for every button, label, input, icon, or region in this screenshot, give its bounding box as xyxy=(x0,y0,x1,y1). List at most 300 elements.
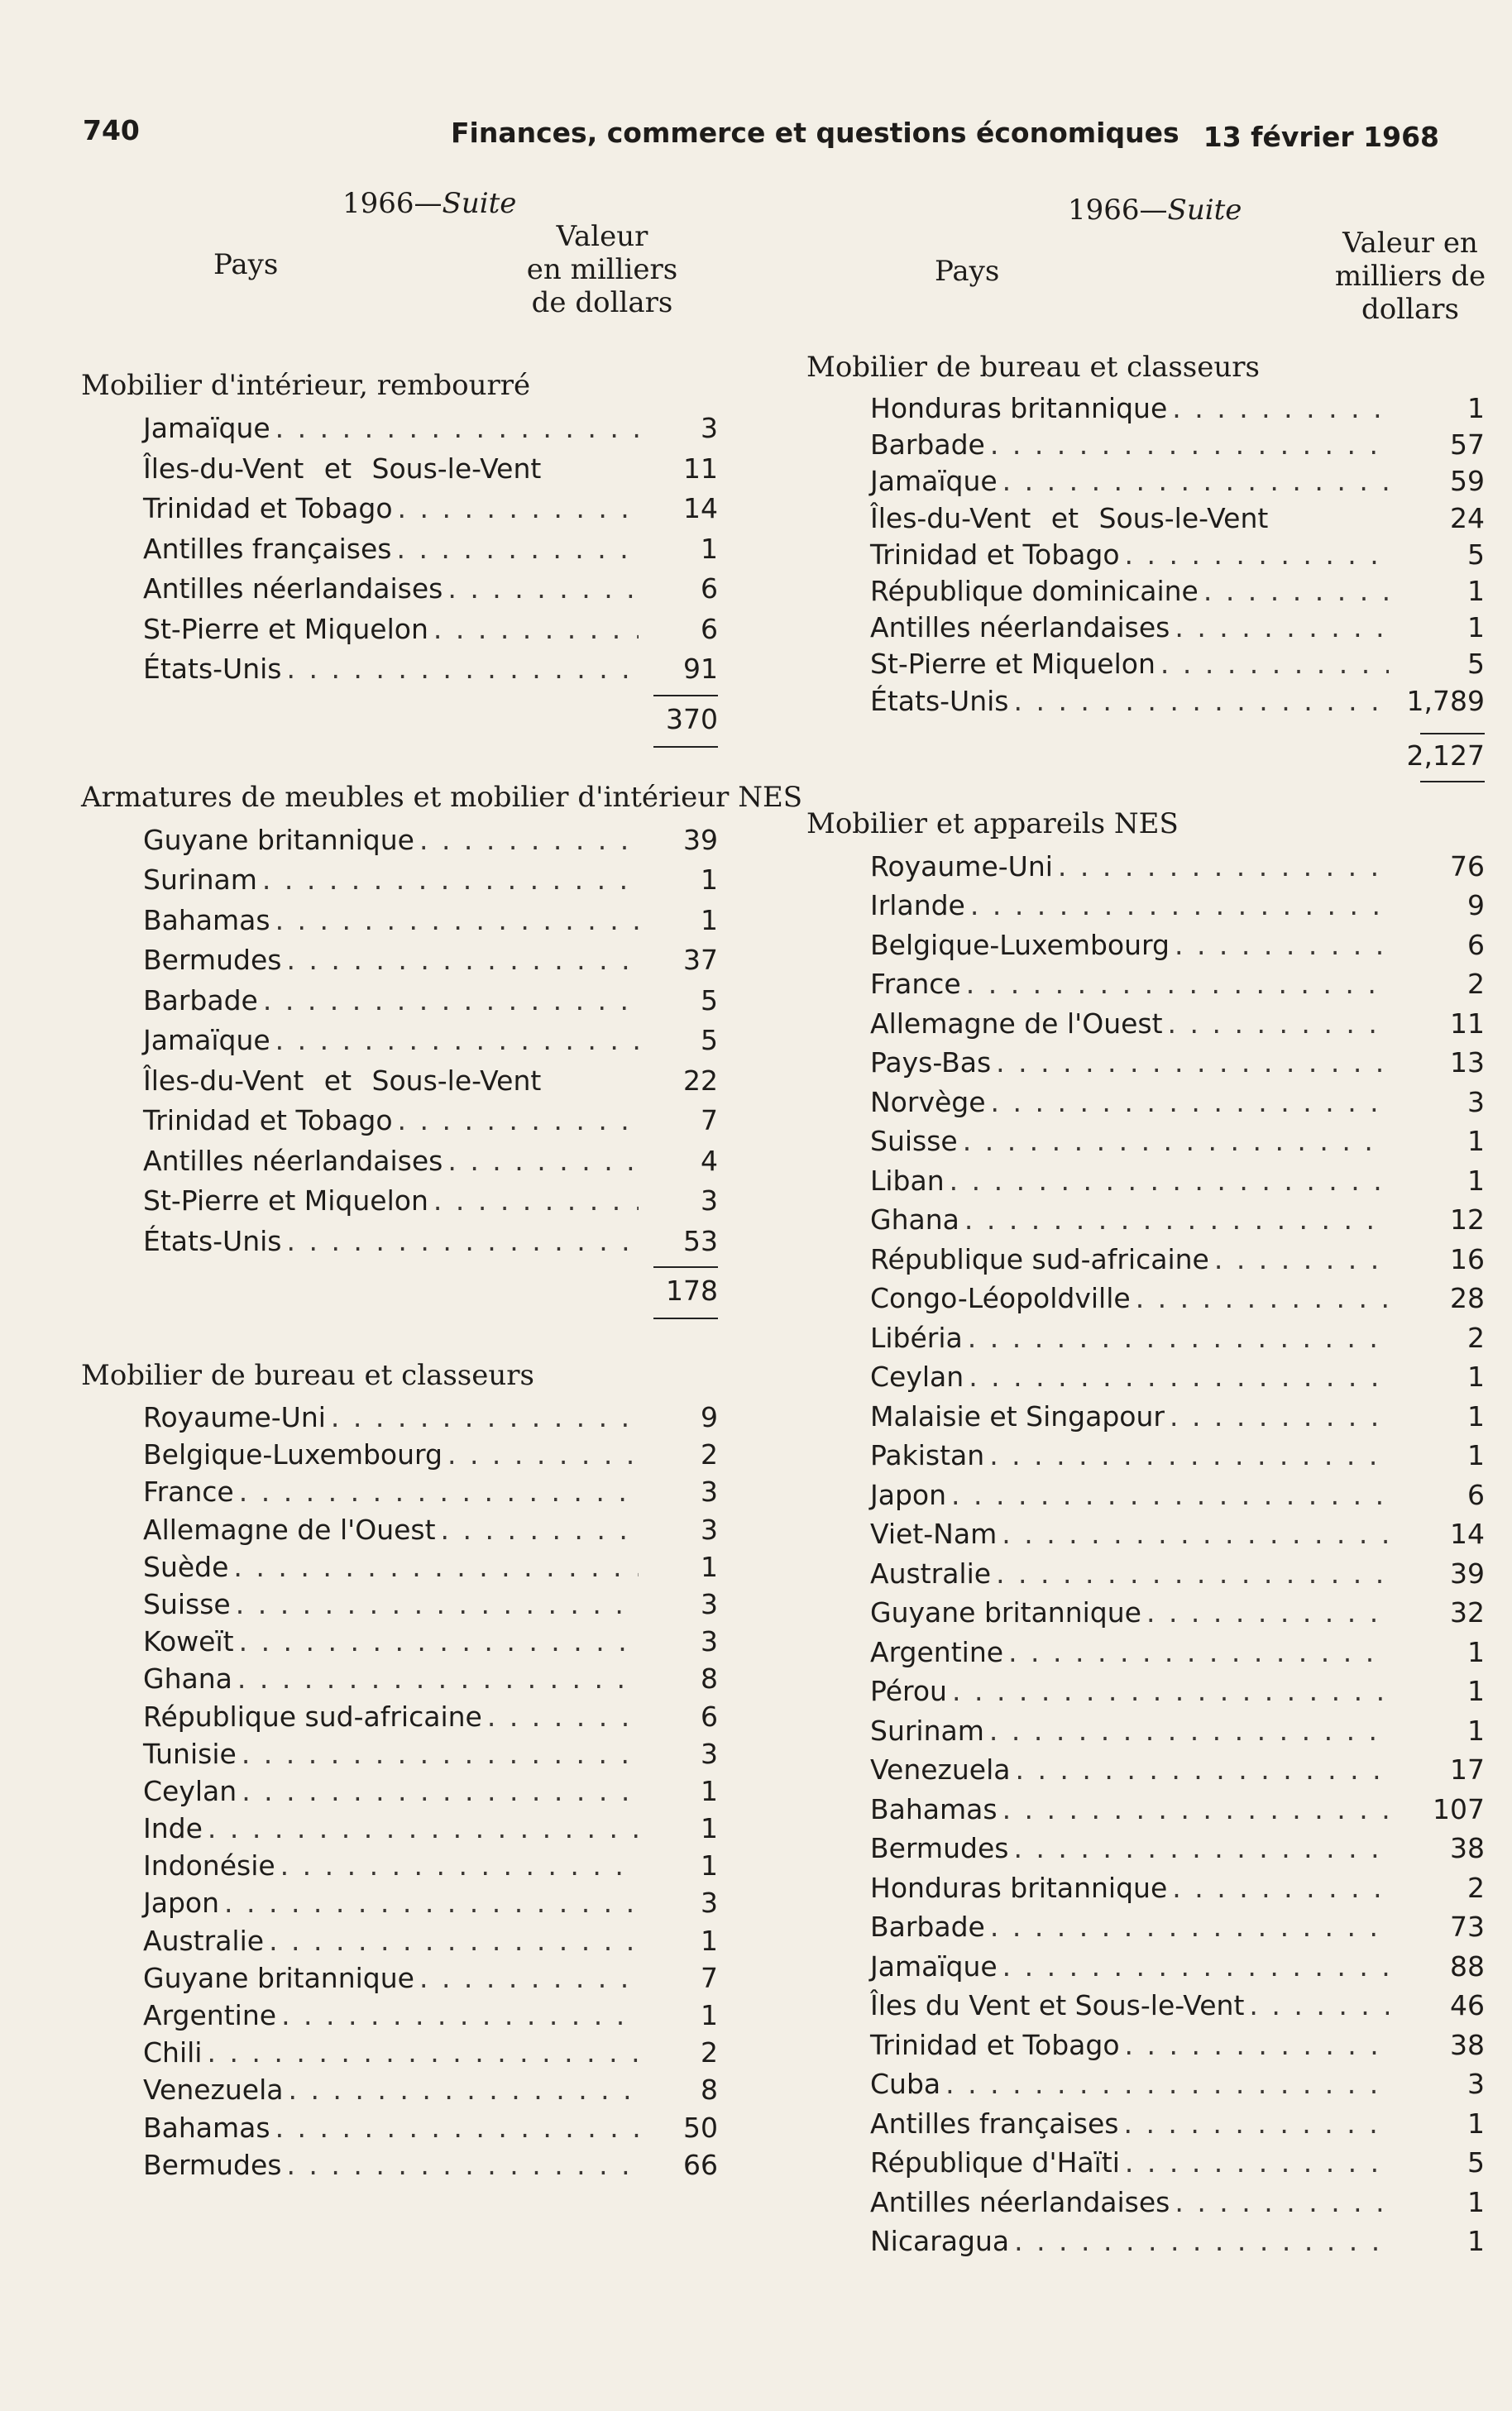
table-row xyxy=(81,1847,718,1884)
country-name: Royaume-Uni xyxy=(143,1401,326,1433)
value-cell: 73 xyxy=(1450,1911,1485,1944)
value-cell: 1 xyxy=(1467,1164,1485,1197)
value-cell: 3 xyxy=(1467,2068,1485,2101)
table-row xyxy=(81,1399,718,1436)
country-name: Honduras britannique xyxy=(870,1871,1168,1904)
dot-leader xyxy=(239,1473,639,1510)
country-name: Venezuela xyxy=(870,1753,1011,1787)
end-rule xyxy=(653,746,718,748)
value-cell: 59 xyxy=(1450,465,1485,498)
dot-leader xyxy=(1136,1279,1389,1318)
value-cell: 1 xyxy=(701,903,718,936)
suite-label: Suite xyxy=(1167,194,1242,227)
value-cell: 2 xyxy=(1467,1321,1485,1354)
sum-rule xyxy=(653,695,718,696)
dot-leader xyxy=(236,1586,639,1623)
country-name: Jamaïque xyxy=(870,465,998,498)
country-name: États-Unis xyxy=(870,684,1009,717)
valeur-heading xyxy=(1319,227,1501,326)
country-name: Irlande xyxy=(870,889,965,922)
dot-leader xyxy=(419,1959,639,1997)
value-cell: 4 xyxy=(701,1144,718,1177)
table-row xyxy=(806,2104,1485,2144)
left-column xyxy=(81,187,803,2288)
country-name: République d'Haïti xyxy=(870,2146,1120,2179)
country-name: Argentine xyxy=(143,1999,277,2031)
value-cell: 6 xyxy=(701,572,718,605)
country-name: Jamaïque xyxy=(143,1024,270,1056)
table-row xyxy=(806,1357,1485,1397)
country-name: Surinam xyxy=(143,863,257,896)
end-rule xyxy=(653,1318,718,1319)
table-row xyxy=(806,1240,1485,1280)
valeur-line: Valeur en xyxy=(1342,227,1478,260)
value-cell: 1 xyxy=(1467,2107,1485,2140)
sum-rule xyxy=(1420,733,1485,734)
section-armatures xyxy=(81,780,803,1320)
value-cell: 5 xyxy=(701,1024,718,1056)
table-row xyxy=(806,964,1485,1004)
country-name: Bermudes xyxy=(143,944,282,976)
dot-leader xyxy=(969,1357,1389,1397)
country-name: Ghana xyxy=(870,1203,959,1237)
value-cell: 1 xyxy=(1467,611,1485,644)
value-cell: 13 xyxy=(1450,1046,1485,1079)
value-cell: 1 xyxy=(1467,1635,1485,1668)
dot-leader xyxy=(1175,2183,1389,2222)
value-cell: 3 xyxy=(701,1184,718,1217)
table-row xyxy=(806,1004,1485,1044)
table-row xyxy=(81,901,718,941)
valeur-heading xyxy=(495,220,710,319)
value-cell: 14 xyxy=(1450,1518,1485,1551)
table-row xyxy=(806,1947,1485,1987)
dot-leader xyxy=(1168,1004,1389,1044)
dot-leader xyxy=(1175,926,1389,965)
value-cell: 22 xyxy=(683,1064,718,1097)
country-name: Suède xyxy=(143,1550,229,1583)
valeur-line: milliers de xyxy=(1334,260,1486,293)
table-row xyxy=(806,2183,1485,2222)
table-row xyxy=(81,2109,718,2146)
country-name: États-Unis xyxy=(143,1224,282,1257)
header-date: 13 février 1968 xyxy=(1203,121,1439,153)
value-cell: 1 xyxy=(1467,574,1485,607)
value-cell: 3 xyxy=(701,1476,718,1509)
country-name: Koweït xyxy=(143,1625,234,1658)
table-row xyxy=(806,2222,1485,2261)
country-name: Îles du Vent et Sous-le-Vent xyxy=(870,1989,1245,2022)
table-row xyxy=(81,1884,718,1921)
country-name: Antilles françaises xyxy=(143,532,392,565)
country-name: Îles-du-Vent et Sous-le-Vent xyxy=(143,452,542,485)
end-rule xyxy=(1420,781,1485,782)
country-name: Pakistan xyxy=(870,1439,985,1472)
country-name: Viet-Nam xyxy=(870,1518,998,1551)
value-cell: 2 xyxy=(1467,1871,1485,1904)
table-row xyxy=(806,2064,1485,2104)
dot-leader xyxy=(447,1436,639,1473)
dot-leader xyxy=(1002,1947,1389,1987)
right-column xyxy=(806,194,1485,2294)
section-total: 370 xyxy=(666,702,718,735)
section-mobilier-appareils xyxy=(806,807,1485,2261)
table-row xyxy=(806,1986,1485,2026)
country-name: Pérou xyxy=(870,1675,947,1708)
country-name: St-Pierre et Miquelon xyxy=(143,612,428,645)
dot-leader xyxy=(1014,2222,1389,2261)
section-total: 178 xyxy=(666,1275,718,1307)
value-cell: 1 xyxy=(701,1924,718,1957)
dot-leader xyxy=(990,427,1389,463)
country-name: Allemagne de l'Ouest xyxy=(143,1513,436,1546)
country-name: Jamaïque xyxy=(143,412,270,444)
table-row xyxy=(81,940,718,981)
value-cell: 39 xyxy=(683,823,718,856)
country-name: République sud-africaine xyxy=(143,1700,482,1733)
dot-leader xyxy=(1013,1829,1389,1868)
table-row xyxy=(806,1750,1485,1790)
country-name: Japon xyxy=(143,1887,220,1920)
dot-leader xyxy=(952,1672,1389,1711)
country-name: Trinidad et Tobago xyxy=(143,1104,393,1136)
value-cell: 5 xyxy=(701,983,718,1017)
value-cell: 3 xyxy=(701,1737,718,1770)
country-name: Belgique-Luxembourg xyxy=(870,928,1170,961)
dot-leader xyxy=(968,1318,1389,1358)
value-cell: 2 xyxy=(1467,968,1485,1001)
dot-leader xyxy=(224,1884,639,1921)
value-cell: 17 xyxy=(1450,1753,1485,1787)
year-label: 1966— xyxy=(342,187,443,220)
value-cell: 14 xyxy=(683,492,718,524)
dot-leader xyxy=(1170,1397,1389,1437)
country-name: Bermudes xyxy=(143,2148,282,2181)
value-cell: 3 xyxy=(1467,1085,1485,1118)
table-row xyxy=(806,886,1485,926)
value-cell: 1 xyxy=(1467,2225,1485,2258)
table-row xyxy=(806,1043,1485,1083)
country-name: Bahamas xyxy=(143,2111,270,2144)
country-name: Antilles néerlandaises xyxy=(143,572,443,605)
dot-leader xyxy=(487,1698,639,1735)
value-cell: 88 xyxy=(1450,1949,1485,1983)
table-row xyxy=(81,2034,718,2071)
dot-leader xyxy=(1002,1514,1389,1554)
page-number: 740 xyxy=(83,114,140,146)
country-name: Congo-Léopoldville xyxy=(870,1282,1131,1315)
dot-leader xyxy=(1002,1790,1389,1830)
value-cell: 1 xyxy=(1467,1675,1485,1708)
value-cell: 1 xyxy=(701,532,718,565)
table-row xyxy=(81,1548,718,1586)
dot-leader xyxy=(237,1660,639,1697)
dot-leader xyxy=(263,981,639,1021)
country-name: Indonésie xyxy=(143,1849,275,1882)
section-title: Mobilier d'intérieur, rembourré xyxy=(81,369,531,402)
country-name: Trinidad et Tobago xyxy=(870,2028,1120,2061)
dot-leader xyxy=(207,2034,639,2071)
country-name: République dominicaine xyxy=(870,574,1199,607)
value-cell: 50 xyxy=(683,2111,718,2144)
table-row xyxy=(806,1436,1485,1476)
country-name: Royaume-Uni xyxy=(870,849,1053,883)
page-header xyxy=(83,114,1439,164)
table-row xyxy=(806,1829,1485,1868)
dot-leader xyxy=(1013,683,1389,720)
sum-rule xyxy=(653,1266,718,1268)
value-cell: 1 xyxy=(1467,1399,1485,1433)
country-name: Guyane britannique xyxy=(870,1596,1141,1629)
table-row xyxy=(81,610,718,650)
country-name: Antilles néerlandaises xyxy=(870,2185,1170,2218)
country-name: Bahamas xyxy=(143,903,270,936)
dot-leader xyxy=(286,2146,639,2184)
pays-heading: Pays xyxy=(935,255,1000,288)
table-row xyxy=(806,1672,1485,1711)
country-name: Bahamas xyxy=(870,1792,998,1825)
country-name: Antilles françaises xyxy=(870,2107,1119,2140)
valeur-line: Valeur xyxy=(556,220,648,253)
dot-leader xyxy=(964,1200,1389,1240)
table-row xyxy=(81,1623,718,1660)
table-row xyxy=(806,390,1485,427)
country-name: France xyxy=(870,968,961,1001)
table-row xyxy=(81,1473,718,1510)
dot-leader xyxy=(963,1122,1389,1161)
table-row xyxy=(806,1790,1485,1830)
dot-leader xyxy=(275,2109,639,2146)
dot-leader xyxy=(398,1101,639,1141)
running-title: Finances, commerce et questions économiques xyxy=(451,117,1179,149)
dot-leader xyxy=(1203,573,1389,610)
dot-leader xyxy=(1125,537,1389,573)
dot-leader xyxy=(1015,1750,1389,1790)
table-row xyxy=(81,860,718,901)
dot-leader xyxy=(1249,1986,1389,2026)
table-row xyxy=(806,926,1485,965)
section-mobilier-bureau-right xyxy=(806,351,1485,782)
value-cell: 2 xyxy=(701,2036,718,2069)
dot-leader xyxy=(1214,1240,1389,1280)
table-row xyxy=(806,500,1485,537)
table-row xyxy=(806,1161,1485,1201)
year-suite xyxy=(1068,194,1242,227)
dot-leader xyxy=(1008,1633,1389,1672)
value-cell: 57 xyxy=(1450,428,1485,462)
table-row xyxy=(81,1141,718,1182)
table-row xyxy=(81,1959,718,1997)
table-row xyxy=(81,1436,718,1473)
table-row xyxy=(81,1997,718,2034)
dot-leader xyxy=(275,1021,639,1061)
table-row xyxy=(806,683,1485,720)
table-row xyxy=(806,1593,1485,1633)
dot-leader xyxy=(419,820,639,861)
dot-leader xyxy=(239,1623,639,1660)
valeur-line: en milliers xyxy=(526,253,678,286)
country-name: Australie xyxy=(143,1924,265,1957)
dot-leader xyxy=(996,1043,1389,1083)
year-suite xyxy=(342,187,516,220)
country-name: Nicaragua xyxy=(870,2225,1010,2258)
dot-leader xyxy=(1175,610,1389,646)
dot-leader xyxy=(242,1735,639,1772)
valeur-line: de dollars xyxy=(531,286,673,319)
table-row xyxy=(806,1711,1485,1751)
dot-leader xyxy=(989,1711,1389,1751)
dot-leader xyxy=(433,610,639,650)
value-cell: 8 xyxy=(701,2074,718,2107)
table-row xyxy=(81,820,718,861)
value-cell: 37 xyxy=(683,944,718,976)
value-cell: 1 xyxy=(701,1812,718,1845)
value-cell: 32 xyxy=(1450,1596,1485,1629)
table-row xyxy=(81,1660,718,1697)
dot-leader xyxy=(966,964,1389,1004)
section-mobilier-bureau-left xyxy=(81,1359,718,2184)
column-header xyxy=(81,187,718,336)
dot-leader xyxy=(1123,2104,1389,2144)
country-name: Argentine xyxy=(870,1635,1004,1668)
pays-heading: Pays xyxy=(213,248,279,281)
year-label: 1966— xyxy=(1068,194,1168,227)
table-row xyxy=(806,2143,1485,2183)
table-row xyxy=(806,427,1485,463)
dot-leader xyxy=(233,1548,639,1586)
country-name: Tunisie xyxy=(143,1737,237,1770)
value-cell: 91 xyxy=(683,653,718,685)
table-row xyxy=(81,1772,718,1810)
table-row xyxy=(81,1061,718,1102)
country-name: Japon xyxy=(870,1478,947,1511)
dot-leader xyxy=(275,901,639,941)
country-name: Barbade xyxy=(870,1911,985,1944)
value-cell: 9 xyxy=(701,1401,718,1433)
table-row xyxy=(81,1181,718,1222)
country-name: Barbade xyxy=(143,983,258,1017)
dot-leader xyxy=(945,2064,1389,2104)
section-title: Mobilier de bureau et classeurs xyxy=(81,1359,534,1392)
value-cell: 16 xyxy=(1450,1242,1485,1275)
table-row xyxy=(81,449,718,490)
dot-leader xyxy=(331,1399,639,1436)
table-row xyxy=(806,2026,1485,2065)
dot-leader xyxy=(1125,2143,1389,2183)
value-cell: 53 xyxy=(683,1224,718,1257)
country-name: Îles-du-Vent et Sous-le-Vent xyxy=(143,1064,542,1097)
table-row xyxy=(81,1021,718,1061)
value-cell: 46 xyxy=(1450,1989,1485,2022)
country-name: Trinidad et Tobago xyxy=(143,492,393,524)
section-title: Mobilier et appareils NES xyxy=(806,806,1179,840)
dot-leader xyxy=(262,860,639,901)
value-cell: 5 xyxy=(1467,2146,1485,2179)
value-cell: 7 xyxy=(701,1961,718,1994)
dot-leader xyxy=(288,2071,639,2108)
dot-leader xyxy=(991,1083,1389,1122)
value-cell: 6 xyxy=(1467,928,1485,961)
section-title: Mobilier de bureau et classeurs xyxy=(806,351,1260,384)
country-name: Guyane britannique xyxy=(143,823,414,856)
dot-leader xyxy=(286,649,639,690)
value-cell: 1 xyxy=(1467,1361,1485,1394)
country-name: Malaisie et Singapour xyxy=(870,1399,1165,1433)
value-cell: 1 xyxy=(1467,1714,1485,1747)
table-row xyxy=(81,409,718,449)
table-row xyxy=(806,1476,1485,1515)
table-row xyxy=(806,1279,1485,1318)
country-name: St-Pierre et Miquelon xyxy=(870,648,1156,681)
table-row xyxy=(806,646,1485,682)
value-cell: 24 xyxy=(1450,501,1485,534)
country-name: Surinam xyxy=(870,1714,984,1747)
value-cell: 38 xyxy=(1450,2028,1485,2061)
country-name: Barbade xyxy=(870,428,985,462)
section-title: Armatures de meubles et mobilier d'intérieur NES xyxy=(81,780,803,814)
country-name: Antilles néerlandaises xyxy=(143,1144,443,1177)
value-cell: 12 xyxy=(1450,1203,1485,1237)
dot-leader xyxy=(269,1922,639,1959)
country-name: Liban xyxy=(870,1164,945,1197)
dot-leader xyxy=(441,1511,639,1548)
value-cell: 38 xyxy=(1450,1832,1485,1865)
country-name: Bermudes xyxy=(870,1832,1009,1865)
value-cell: 7 xyxy=(701,1104,718,1136)
value-cell: 76 xyxy=(1450,849,1485,883)
dot-leader xyxy=(396,529,639,570)
dot-leader xyxy=(275,409,639,449)
value-cell: 1 xyxy=(701,1774,718,1807)
table-row xyxy=(81,981,718,1021)
country-name: Cuba xyxy=(870,2068,941,2101)
country-name: Inde xyxy=(143,1812,203,1845)
country-name: Libéria xyxy=(870,1321,963,1354)
table-row xyxy=(81,1586,718,1623)
table-row xyxy=(81,1222,718,1262)
value-cell: 6 xyxy=(1467,1478,1485,1511)
country-name: Antilles néerlandaises xyxy=(870,611,1170,644)
country-name: Suisse xyxy=(143,1587,231,1620)
table-row xyxy=(81,1101,718,1141)
value-cell: 1 xyxy=(701,863,718,896)
dot-leader xyxy=(990,1907,1389,1947)
value-cell: 3 xyxy=(701,1887,718,1920)
table-row xyxy=(806,1514,1485,1554)
country-name: Belgique-Luxembourg xyxy=(143,1438,443,1471)
table-row xyxy=(806,847,1485,887)
country-name: Ceylan xyxy=(870,1361,964,1394)
value-cell: 66 xyxy=(683,2148,718,2181)
section-mobilier-interieur xyxy=(81,369,718,748)
dot-leader xyxy=(447,569,639,610)
country-name: Îles-du-Vent et Sous-le-Vent xyxy=(870,501,1269,534)
dot-leader xyxy=(286,1222,639,1262)
country-name: Honduras britannique xyxy=(870,392,1168,424)
country-name: Pays-Bas xyxy=(870,1046,992,1079)
table-row xyxy=(81,569,718,610)
table-row xyxy=(806,463,1485,500)
table-row xyxy=(81,489,718,529)
table-row xyxy=(806,1122,1485,1161)
dot-leader xyxy=(1002,463,1389,500)
table-row xyxy=(81,2146,718,2184)
value-cell: 11 xyxy=(1450,1007,1485,1040)
value-cell: 6 xyxy=(701,612,718,645)
country-name: Ceylan xyxy=(143,1774,237,1807)
value-cell: 1,789 xyxy=(1406,684,1485,717)
dot-leader xyxy=(1160,646,1389,682)
